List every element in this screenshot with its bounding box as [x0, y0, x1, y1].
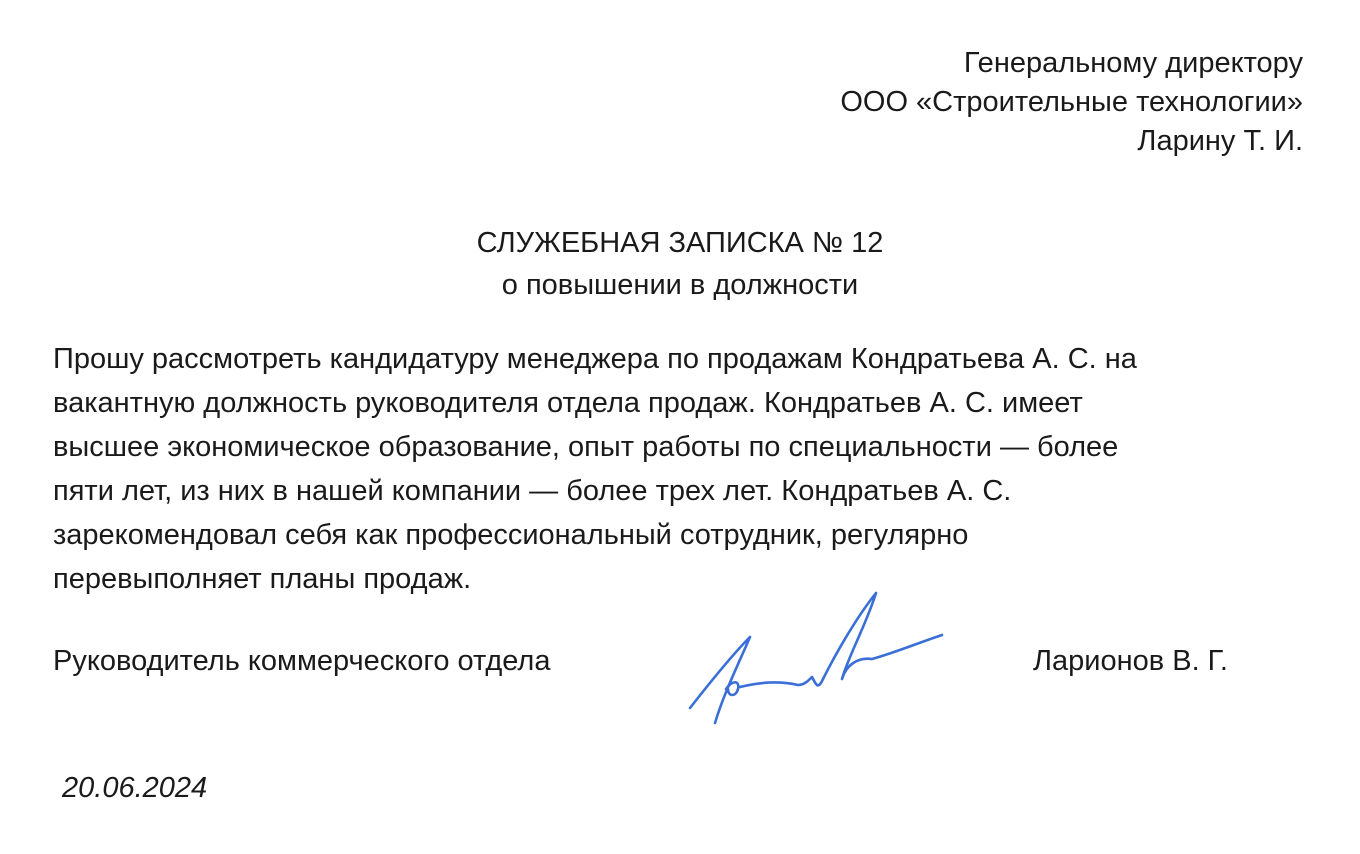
memo-title: СЛУЖЕБНАЯ ЗАПИСКА № 12 — [476, 227, 884, 259]
addressee-company: ООО «Строительные технологии» — [840, 86, 1303, 118]
memo-date: 20.06.2024 — [62, 772, 208, 804]
memo-subject: о повышении в должности — [501, 269, 859, 301]
memo-body-line: вакантную должность руководителя отдела продаж. Кондратьев А. С. имеет — [53, 387, 1083, 419]
addressee-block — [840, 44, 1303, 161]
memo-body-line: зарекомендовал себя как профессиональный сотрудник, регулярно — [53, 519, 969, 551]
signer-position: Руководитель коммерческого отдела — [53, 645, 551, 677]
memo-title-block — [0, 222, 1360, 306]
addressee-position: Генеральному директору — [963, 47, 1303, 79]
handwritten-signature — [680, 585, 950, 730]
addressee-name: Ларину Т. И. — [1137, 125, 1303, 157]
memo-body-line: пяти лет, из них в нашей компании — более трех лет. Кондратьев А. С. — [53, 475, 1012, 507]
memo-body-line: Прошу рассмотреть кандидатуру менеджера по продажам Кондратьева А. С. на — [53, 343, 1137, 375]
memo-body — [53, 337, 1313, 601]
signer-name: Ларионов В. Г. — [1033, 645, 1228, 677]
memo-body-line: перевыполняет планы продаж. — [53, 563, 472, 595]
memo-body-line: высшее экономическое образование, опыт работы по специальности — более — [53, 431, 1119, 463]
